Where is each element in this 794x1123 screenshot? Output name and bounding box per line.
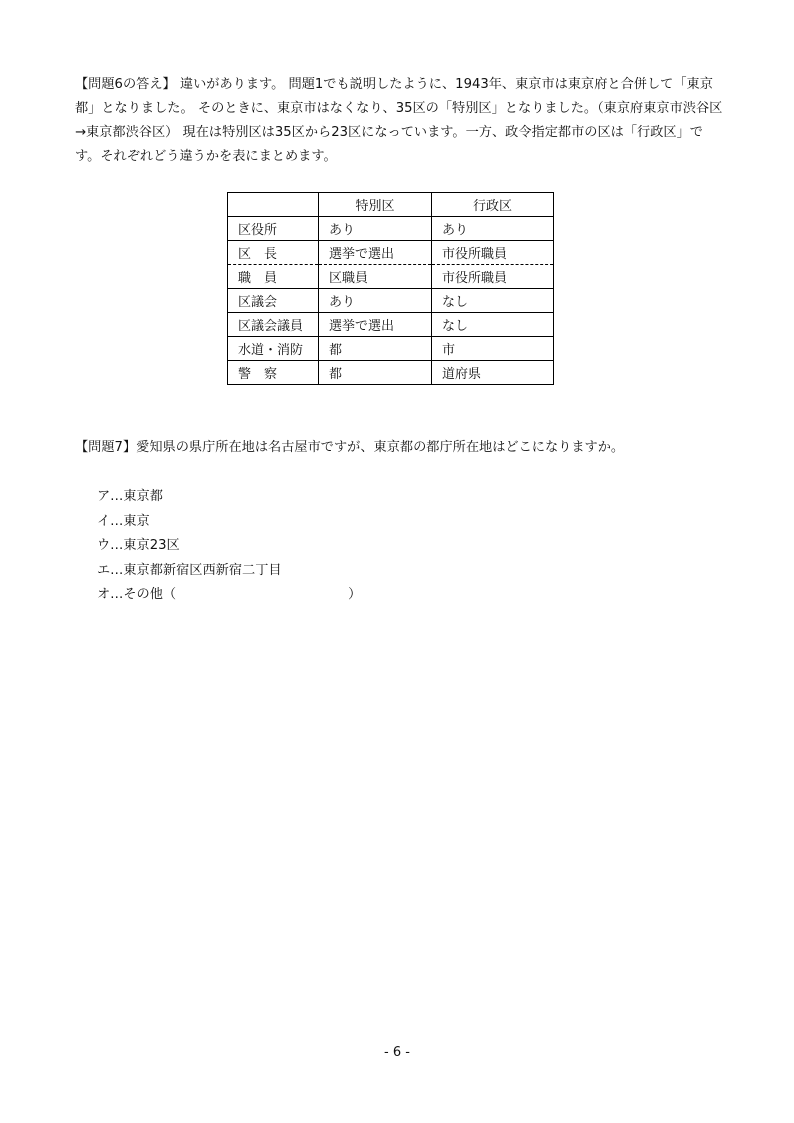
table-cell: 区議会議員: [228, 313, 319, 337]
table-row: [228, 241, 554, 265]
table-header-corner: [228, 193, 319, 217]
answer6-paragraph: [75, 73, 725, 169]
question7-paragraph: [75, 438, 624, 458]
table-cell: なし: [432, 313, 554, 337]
choice-u: ウ…東京23区: [97, 538, 180, 553]
table-cell: 市役所職員: [432, 241, 554, 265]
choice-o-close: ）: [348, 587, 362, 602]
table-cell: 区 長: [228, 241, 319, 265]
table-row: [228, 313, 554, 337]
table-cell: 区議会: [228, 289, 319, 313]
table-cell: あり: [319, 289, 432, 313]
table-row: [228, 265, 554, 289]
table-cell: 市役所職員: [432, 265, 554, 289]
choice-a: ア…東京都: [97, 489, 163, 504]
table-header-tokubetsuku: 特別区: [319, 193, 432, 217]
table-header-row: [228, 193, 554, 217]
choice-e: エ…東京都新宿区西新宿二丁目: [97, 562, 282, 578]
table-cell: 警 察: [228, 361, 319, 385]
table-cell: 区役所: [228, 217, 319, 241]
table-cell: 市: [432, 337, 554, 361]
table-cell: 都: [319, 337, 432, 361]
page-number: - 6 -: [384, 1045, 410, 1060]
table-cell: なし: [432, 289, 554, 313]
question7-text: 愛知県の県庁所在地は名古屋市ですが、東京都の都庁所在地はどこになりますか。: [136, 440, 625, 455]
answer-choices: [97, 485, 361, 608]
table-cell: 道府県: [432, 361, 554, 385]
table-cell: 選挙で選出: [319, 241, 432, 265]
choice-o-label: オ…その他（: [97, 587, 177, 602]
comparison-table: [227, 192, 554, 385]
table-row: [228, 361, 554, 385]
table-header-gyoseiku: 行政区: [432, 193, 554, 217]
table-row: [228, 337, 554, 361]
table-cell: 職 員: [228, 265, 319, 289]
table-row: [228, 289, 554, 313]
table-cell: 都: [319, 361, 432, 385]
table-cell: あり: [432, 217, 554, 241]
table-cell: 水道・消防: [228, 337, 319, 361]
question7-label: 【問題7】: [75, 440, 137, 455]
answer6-text: 違いがあります。 問題1でも説明したように、1943年、東京市は東京府と合併して「東京都」となりました。 そのときに、東京市はなくなり、35区の「特別区」となりました。（東京府東京市渋谷区→東京都渋谷区） 現在は特別区は35区から23区になっています。一方、政令指定都市の区は「行政区」です。それぞれどう違うかを表にまとめます。: [75, 77, 723, 164]
table-cell: 選挙で選出: [319, 313, 432, 337]
table-cell: あり: [319, 217, 432, 241]
choice-o: [97, 583, 361, 608]
answer6-label: 【問題6の答え】: [75, 77, 176, 92]
table-cell: 区職員: [319, 265, 432, 289]
choice-i: イ…東京: [97, 513, 150, 529]
table-row: [228, 217, 554, 241]
